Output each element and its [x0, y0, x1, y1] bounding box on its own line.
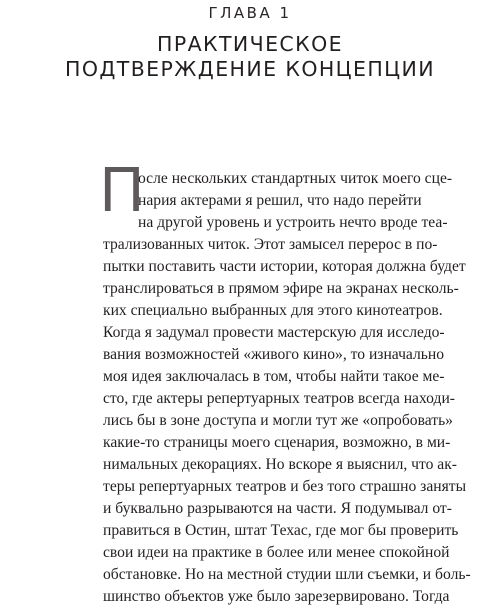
text-line: транслироваться в прямом эфире на экранах несколь- [103, 280, 459, 297]
drop-cap: П [100, 153, 144, 225]
text-line: свои идеи на практике в более или менее спокойной [103, 544, 450, 561]
text-line: какие-то страницы моего сценария, возможно, в ми- [103, 434, 451, 451]
text-line: и буквально разрываются на части. Я подумывал от- [103, 500, 452, 517]
text-line: шинство объектов уже было зарезервировано. Тогда [103, 588, 450, 605]
body-text [0, 153, 500, 605]
text-line: нария актерами я решил, что надо перейти [138, 192, 422, 209]
chapter-title-line-2: ПОДТВЕРЖДЕНИЕ КОНЦЕПЦИИ [65, 57, 435, 81]
text-line: моя идея заключалась в том, чтобы найти такое ме- [103, 368, 445, 385]
chapter-label: ГЛАВА 1 [208, 4, 292, 22]
text-line: осле нескольких стандартных читок моего сце- [138, 170, 453, 187]
text-line: вания возможностей «живого кино», то изначально [103, 346, 445, 363]
text-line: теры репертуарных театров и без того страшно заняты [103, 478, 467, 495]
text-line: пытки поставить части истории, которая должна будет [103, 258, 466, 275]
chapter-title-line-1: ПРАКТИЧЕСКОЕ [157, 32, 343, 56]
text-line: нимальных декорациях. Но вскоре я выяснил, что ак- [103, 456, 457, 473]
chapter-title [0, 32, 500, 82]
text-line: обстановке. Но на местной студии шли съемки, и боль- [103, 566, 471, 583]
text-line: сто, где актеры репертуарных театров всегда находи- [103, 390, 455, 407]
text-line: правиться в Остин, штат Техас, где мог бы проверить [103, 522, 459, 539]
text-line: на другой уровень и устроить нечто вроде теа- [138, 214, 448, 231]
text-line: Когда я задумал провести мастерскую для исследо- [103, 324, 445, 341]
text-line: трализованных читок. Этот замысел перерос в по- [103, 236, 438, 253]
text-line: ких специально выбранных для этого кинотеатров. [103, 302, 443, 319]
text-line: лись бы в зоне доступа и могли тут же «опробовать» [103, 412, 453, 429]
